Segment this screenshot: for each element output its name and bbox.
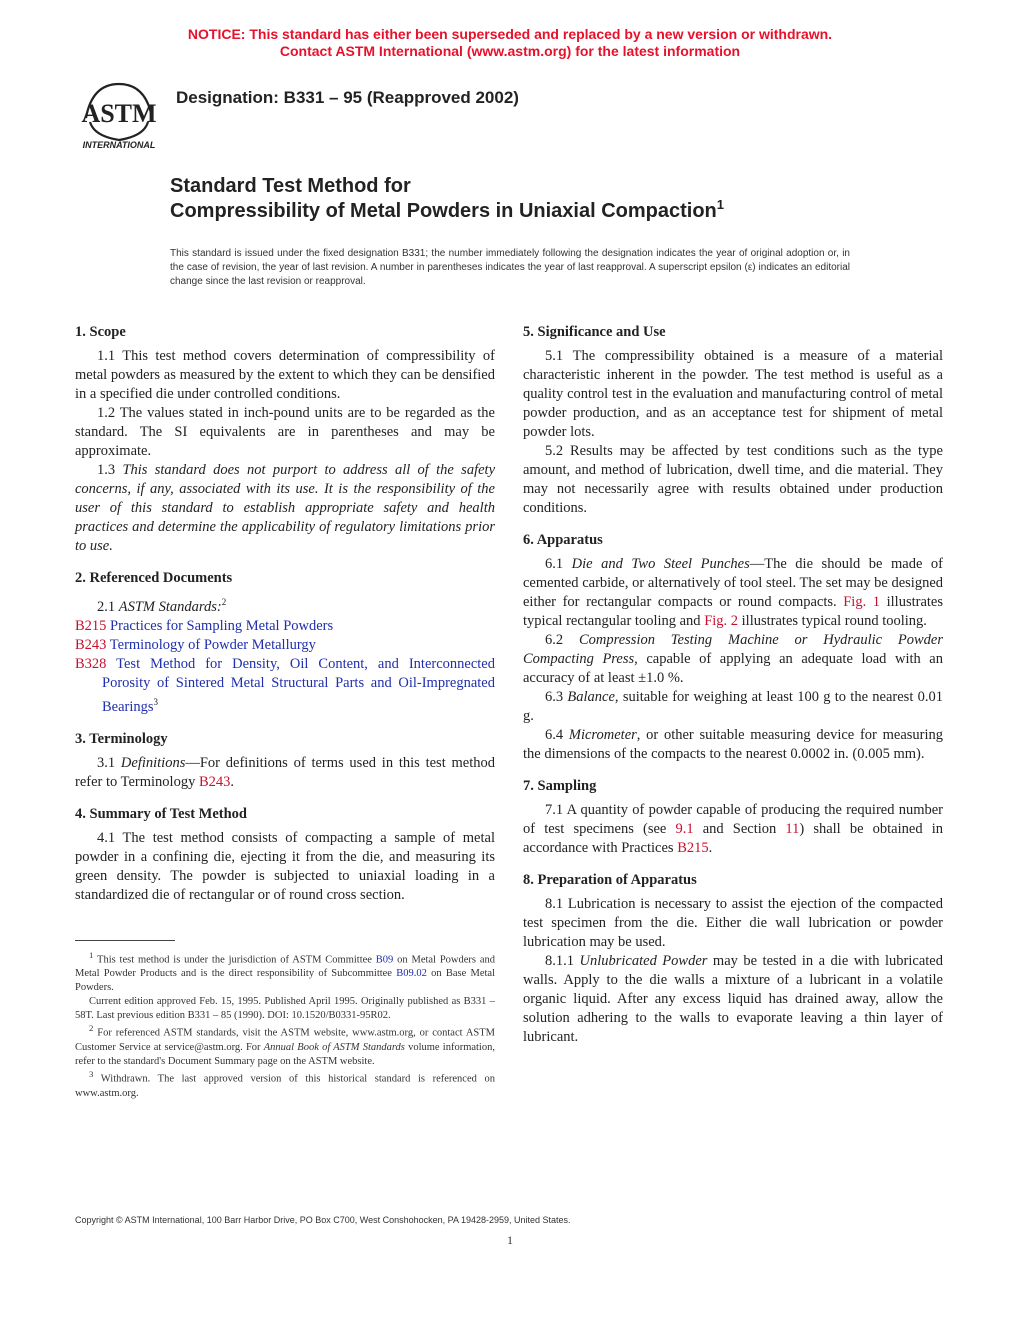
para-1-3-text: This standard does not purport to address all of the safety concerns, if any, associated with its use. It is the responsibility of the user of this standard to establish appropriate safety and health practices and determine the applicability of regulatory limitations prior to use. <box>75 462 496 554</box>
para-1-2: 1.2 The values stated in inch-pound units are to be regarded as the standard. The SI equivalents are in parentheses and may be approximate. <box>75 405 495 459</box>
designation: Designation: B331 – 95 (Reapproved 2002) <box>176 88 519 107</box>
title-footnote-mark: 1 <box>716 197 725 212</box>
footnote-rule <box>75 940 175 941</box>
link-9-1[interactable]: 9.1 <box>675 821 694 837</box>
para-1-1: 1.1 This test method covers determination of compressibility of metal powders as measured by the extent to which they can be densified in a specified die under controlled conditions. <box>75 348 495 402</box>
para-6-2-text: , capable of applying an adequate load with an accuracy of at least ±1.0 %. <box>523 651 943 686</box>
para-6-3 <box>523 688 943 726</box>
para-2-1-label: ASTM Standards: <box>118 598 222 615</box>
logo-international: INTERNATIONAL <box>82 140 156 150</box>
para-6-1-a: —The die should be made of cemented carbide, or alternatively of tool steel. The set may be designed either for rectangular compacts or round compacts. <box>523 556 943 610</box>
para-6-1 <box>523 555 943 631</box>
para-6-1-num: 6.1 <box>545 556 572 572</box>
issue-note: This standard is issued under the fixed designation B331; the number immediately following the designation indicates the year of original adoption or, in the case of revision, the year of last revision. A number in parentheses indicates the year of last reapproval. A superscript epsilon (ε) indicates an editorial change since the last revision or reapproval. <box>170 248 850 287</box>
para-2-1-sup: 2 <box>221 597 227 607</box>
para-6-3-label: Balance <box>567 689 615 705</box>
para-7-1-a: 7.1 A quantity of powder capable of producing the required number of test specimens (see <box>523 802 943 837</box>
section-heading-terminology: 3. Terminology <box>75 730 168 747</box>
link-b215[interactable]: B215 <box>677 840 709 856</box>
ref-code[interactable]: B215 <box>75 617 107 634</box>
para-6-4-label: Micrometer <box>568 727 637 743</box>
section-heading-significance: 5. Significance and Use <box>523 324 666 340</box>
link-b243[interactable]: B243 <box>198 773 231 790</box>
ref-b328[interactable] <box>75 655 495 717</box>
footnote-2-italic: Annual Book of ASTM Standards <box>263 1041 405 1053</box>
notice-line-2: Contact ASTM International (www.astm.org) for the latest information <box>279 43 741 59</box>
right-column <box>523 323 943 1047</box>
para-7-1-d: . <box>708 840 713 856</box>
link-b09-02[interactable]: B09.02 <box>396 968 427 980</box>
ref-title[interactable]: Test Method for Density, Oil Content, and Interconnected Porosity of Sintered Metal Structural Parts and Oil-Impregnated Bearings <box>102 655 495 715</box>
para-7-1 <box>523 801 943 858</box>
para-7-1-c: ) shall be obtained in accordance with Practices <box>523 821 943 856</box>
logo-letters: ASTM <box>81 99 157 128</box>
left-column <box>75 323 495 905</box>
para-2-1-num: 2.1 <box>97 598 119 615</box>
para-1-3 <box>75 461 495 556</box>
para-3-1-label: Definitions <box>120 754 186 771</box>
section-heading-preparation: 8. Preparation of Apparatus <box>523 872 697 888</box>
ref-b215[interactable] <box>75 617 495 636</box>
footnote-3-text: Withdrawn. The last approved version of this historical standard is referenced on www.astm.org. <box>75 1073 495 1099</box>
link-fig-1[interactable]: Fig. 1 <box>843 594 881 610</box>
para-6-3-num: 6.3 <box>545 689 568 705</box>
section-heading-scope: 1. Scope <box>75 324 126 340</box>
para-7-1-b: and Section <box>693 821 786 837</box>
para-6-2 <box>523 631 943 688</box>
para-6-2-num: 6.2 <box>545 632 579 648</box>
title-main: Compressibility of Metal Powders in Uniaxial Compaction <box>170 200 717 222</box>
footnote-2 <box>75 1022 495 1068</box>
ref-code[interactable]: B328 <box>75 655 107 672</box>
para-6-1-c: illustrates typical round tooling. <box>738 613 927 629</box>
para-6-1-label: Die and Two Steel Punches <box>571 556 750 572</box>
para-6-1-b: illustrates typical rectangular tooling and <box>523 594 944 629</box>
para-6-3-text: , suitable for weighing at least 100 g to the nearest 0.01 g. <box>523 689 944 724</box>
footnote-1-edition: Current edition approved Feb. 15, 1995. Published April 1995. Originally published as B331 – 58T. Last previous edition B331 – 85 (1990). DOI: 10.1520/B0331-95R02. <box>75 995 495 1021</box>
link-fig-2[interactable]: Fig. 2 <box>704 613 739 629</box>
footnote-3 <box>75 1068 495 1100</box>
para-3-1-text: —For definitions of terms used in this test method refer to Terminology <box>75 754 495 790</box>
section-heading-sampling: 7. Sampling <box>523 778 597 794</box>
footnote-1-b: on Metal Powders and Metal Powder Products and is the direct responsibility of Subcommittee <box>75 954 495 980</box>
footnotes <box>75 949 495 1100</box>
para-6-2-label: Compression Testing Machine or Hydraulic Powder Compacting Press <box>523 632 944 667</box>
page-number: 1 <box>507 1233 513 1247</box>
footnote-2-b: volume information, refer to the standard's Document Summary page on the ASTM website. <box>75 1041 495 1067</box>
para-8-1-1-label: Unlubricated Powder <box>579 953 708 969</box>
para-6-4-num: 6.4 <box>545 727 569 743</box>
document-title <box>170 174 930 224</box>
copyright: Copyright © ASTM International, 100 Barr Harbor Drive, PO Box C700, West Conshohocken, PA 19428-2959, United States. <box>75 1215 571 1225</box>
para-8-1-1-num: 8.1.1 <box>545 953 580 969</box>
para-8-1-1 <box>523 952 943 1047</box>
section-heading-summary: 4. Summary of Test Method <box>75 805 247 822</box>
para-8-1: 8.1 Lubrication is necessary to assist the ejection of the compacted test specimen from the die. Either die wall lubrication or powder lubrication may be used. <box>523 896 943 950</box>
footnote-2-mark: 2 <box>89 1023 94 1034</box>
ref-sup: 3 <box>153 696 159 707</box>
footnote-3-mark: 3 <box>89 1069 94 1080</box>
link-section-11[interactable]: 11 <box>785 821 800 837</box>
ref-b243[interactable] <box>75 636 495 655</box>
para-3-1-num: 3.1 <box>97 754 121 771</box>
para-8-1-1-text: may be tested in a die with lubricated walls. Apply to the die walls a mixture of a lubricant in a volatile organic liquid. After any excess liquid has drained away, allow the solution adhering to the walls to evaporate leaving a thin layer of lubricant. <box>523 953 943 1045</box>
notice-line-1: NOTICE: This standard has either been superseded and replaced by a new version or withdrawn. <box>187 26 833 42</box>
para-5-2: 5.2 Results may be affected by test conditions such as the type amount, and method of lubrication, dwell time, and die material. They may not necessarily agree with results obtained under production conditions. <box>523 443 943 516</box>
para-4-1: 4.1 The test method consists of compacting a sample of metal powder in a confining die, ejecting it from the die, and measuring its green density. The powder is subjected to uniaxial loading in a standardized die of rectangular or of round cross section. <box>75 829 495 903</box>
ref-title[interactable]: Practices for Sampling Metal Powders <box>110 617 334 634</box>
title-line-2 <box>170 199 930 224</box>
footnote-1-c: on Base Metal Powders. <box>75 968 495 994</box>
para-2-1 <box>75 593 495 617</box>
link-b09[interactable]: B09 <box>375 954 394 966</box>
section-heading-refs: 2. Referenced Documents <box>75 570 233 586</box>
section-heading-apparatus: 6. Apparatus <box>523 532 603 548</box>
astm-logo <box>74 78 164 150</box>
ref-title[interactable]: Terminology of Powder Metallurgy <box>109 636 316 653</box>
footnote-1 <box>75 949 495 995</box>
footnote-1-a: This test method is under the jurisdiction of ASTM Committee <box>97 954 376 966</box>
footnote-1-mark: 1 <box>89 950 94 960</box>
para-1-3-num: 1.3 <box>97 462 123 478</box>
title-line-1: Standard Test Method for <box>170 175 411 197</box>
ref-code[interactable]: B243 <box>75 636 107 653</box>
para-3-1-end: . <box>230 773 234 790</box>
para-6-4-text: , or other suitable measuring device for measuring the dimensions of the compacts to the nearest 0.0002 in. (0.005 mm). <box>523 727 944 762</box>
supersede-notice <box>0 26 1020 60</box>
para-6-4 <box>523 726 943 764</box>
para-3-1 <box>75 754 495 792</box>
footnote-2-a: For referenced ASTM standards, visit the ASTM website, www.astm.org, or contact ASTM Customer Service at service@astm.org. For <box>75 1027 495 1053</box>
para-5-1: 5.1 The compressibility obtained is a measure of a material characteristic inherent in the powder. The test method is useful as a quality control test in the evaluation and manufacturing control of metal powder production, and as an acceptance test for shipment of metal powder lots. <box>523 348 943 440</box>
